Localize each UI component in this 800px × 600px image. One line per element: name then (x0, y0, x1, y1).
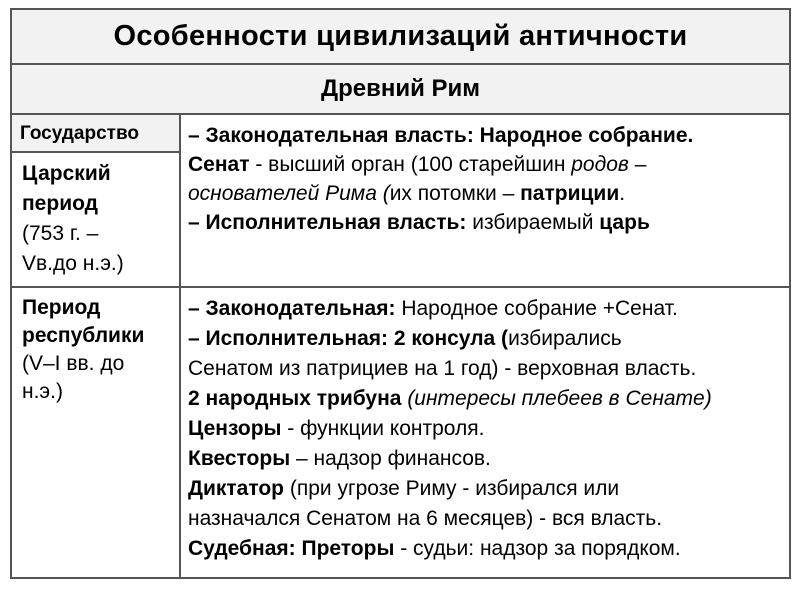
text-run: - функции контроля. (281, 417, 485, 440)
republic-line (188, 354, 789, 384)
republic-period-label-2: республики (22, 324, 145, 347)
republic-period-dates-2: н.э.) (22, 380, 63, 403)
text-run: – Законодательная: (188, 297, 396, 320)
royal-line (188, 208, 789, 237)
text-run: Судебная: Преторы (188, 537, 395, 560)
text-run: 2 народных трибуна (188, 387, 402, 410)
royal-period-label-2: период (22, 192, 98, 215)
text-run: царь (599, 211, 650, 234)
royal-line (188, 121, 789, 150)
text-run: – Законодательная власть: Народное собрание. (188, 124, 694, 147)
republic-line (188, 474, 789, 504)
text-run: назначался Сенатом на 6 месяцев) - вся власть. (188, 507, 663, 530)
royal-period-label-1: Царский (22, 162, 111, 185)
table-title-row (10, 8, 791, 65)
text-run: основателей Рима ( (188, 182, 390, 205)
text-run: - высший орган (100 старейшин (249, 153, 572, 176)
text-run: Сенатом из патрициев на 1 год) - верховная власть. (188, 357, 697, 380)
republic-line (188, 324, 789, 354)
royal-line (188, 179, 789, 208)
text-run: их потомки – (389, 182, 521, 205)
text-run: Цензоры (188, 417, 282, 440)
text-run: – (628, 153, 647, 176)
text-run: . (619, 182, 626, 205)
republic-period-label-1: Период (22, 296, 101, 319)
republic-line (188, 384, 789, 414)
text-run: – надзор финансов. (290, 447, 491, 470)
table-subtitle-row (10, 63, 791, 115)
republic-line (188, 534, 789, 564)
text-run: Сенат (188, 153, 250, 176)
table-subtitle: Древний Рим (320, 75, 481, 102)
republic-line (188, 414, 789, 444)
text-run: – Исполнительная: 2 консула ( (188, 327, 509, 350)
republic-line (188, 504, 789, 534)
royal-period-cell (10, 151, 181, 288)
republic-period-dates-1: (V–I вв. до (22, 352, 125, 375)
text-run: Народное собрание +Сенат. (395, 297, 678, 320)
text-run: - судьи: надзор за порядком. (394, 537, 681, 560)
table-title: Особенности цивилизаций античности (113, 20, 688, 52)
text-run: патриции (520, 182, 620, 205)
text-run: избираемый (466, 211, 600, 234)
republic-line (188, 444, 789, 474)
header-state-label: Государство (20, 123, 139, 144)
republic-period-description (179, 286, 791, 579)
text-run: родов (571, 153, 629, 176)
royal-line (188, 150, 789, 179)
republic-line (188, 294, 789, 324)
text-run: Диктатор (188, 477, 285, 500)
text-run: Квесторы (188, 447, 291, 470)
royal-period-dates-2: Vв.до н.э.) (22, 252, 124, 275)
text-run: (интересы плебеев в Сенате) (401, 387, 712, 410)
text-run: (при угрозе Риму - избирался или (284, 477, 620, 500)
republic-period-cell (10, 286, 181, 579)
royal-period-dates-1: (753 г. – (22, 222, 99, 245)
royal-period-description (179, 113, 791, 288)
header-state-cell (10, 113, 181, 153)
history-table (10, 8, 791, 579)
text-run: избирались (508, 327, 622, 350)
text-run: – Исполнительная власть: (188, 211, 467, 234)
